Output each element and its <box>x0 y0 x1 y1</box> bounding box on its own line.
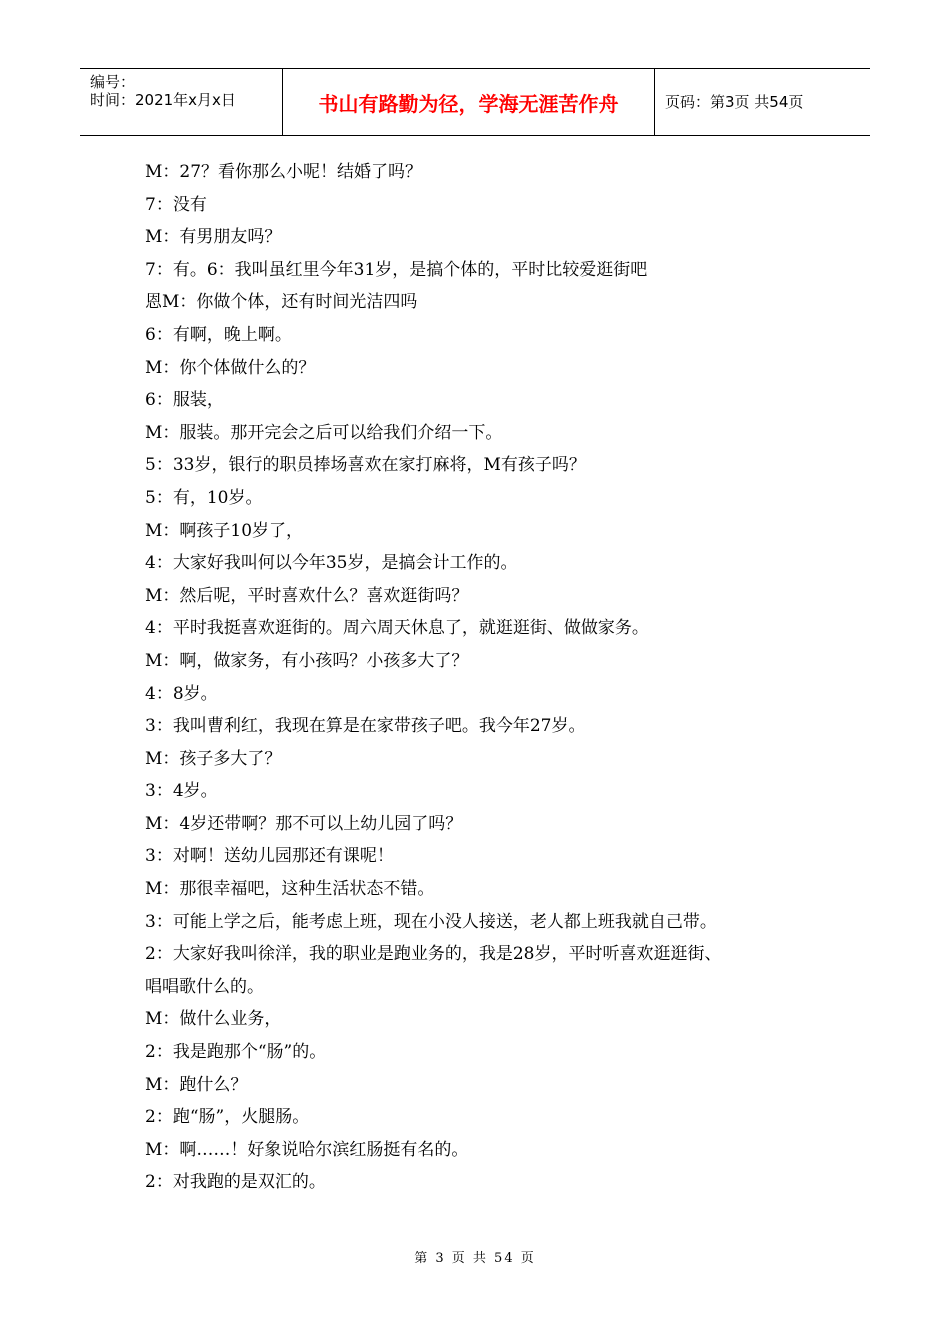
transcript-line: 6：有啊，晚上啊。 <box>145 324 292 345</box>
transcript-line: M：啊……！好象说哈尔滨红肠挺有名的。 <box>145 1139 469 1160</box>
transcript-line: 2：我是跑那个“肠”的。 <box>145 1042 327 1063</box>
header-motto: 书山有路勤为径，学海无涯苦作舟 <box>318 92 619 116</box>
transcript-line: M：跑什么？ <box>145 1074 248 1095</box>
transcript-line: 4：平时我挺喜欢逛街的。周六周天休息了，就逛逛街、做做家务。 <box>145 618 649 639</box>
transcript-line: 3：对啊！送幼儿园那还有课呢！ <box>145 846 394 867</box>
header-page-cell <box>655 69 870 135</box>
transcript-line: M：啊，做家务，有小孩吗？小孩多大了？ <box>145 650 469 671</box>
transcript-line: 7：有。6：我叫虽红里今年31岁，是搞个体的，平时比较爱逛街吧 <box>145 259 648 280</box>
transcript-line: 唱唱歌什么的。 <box>145 976 264 997</box>
transcript-line: M：4岁还带啊？那不可以上幼儿园了吗？ <box>145 813 463 834</box>
header-page-info: 页码：第3页 共54页 <box>665 93 804 111</box>
transcript-line: 2：大家好我叫徐洋，我的职业是跑业务的，我是28岁，平时听喜欢逛逛街、 <box>145 944 722 965</box>
transcript-line: M：有男朋友吗？ <box>145 227 282 248</box>
transcript-body <box>145 156 815 1199</box>
transcript-line: M：27？看你那么小呢！结婚了吗？ <box>145 162 423 182</box>
transcript-line: 5：有，10岁。 <box>145 487 263 508</box>
transcript-line: M：然后呢，平时喜欢什么？喜欢逛街吗？ <box>145 585 469 606</box>
transcript-line: M：孩子多大了？ <box>145 748 282 769</box>
transcript-line: M：做什么业务， <box>145 1009 282 1030</box>
transcript-line: 4：8岁。 <box>145 683 218 704</box>
transcript-line: 4：大家好我叫何以今年35岁，是搞会计工作的。 <box>145 553 518 574</box>
page-header <box>80 68 870 136</box>
transcript-line: 3：4岁。 <box>145 781 218 802</box>
transcript-line: M：你个体做什么的？ <box>145 357 316 378</box>
transcript-line: 7：没有 <box>145 194 207 215</box>
header-info-cell <box>80 69 283 135</box>
transcript-line: 6：服装， <box>145 390 224 411</box>
document-date-label: 时间：2021年x月x日 <box>90 91 236 109</box>
transcript-line: 3：可能上学之后，能考虑上班，现在小没人接送，老人都上班我就自己带。 <box>145 911 717 932</box>
transcript-line: 5：33岁，银行的职员捧场喜欢在家打麻将，M有孩子吗？ <box>145 455 586 476</box>
transcript-line: 恩M：你做个体，还有时间光洁四吗 <box>145 292 418 313</box>
transcript-line: M：啊孩子10岁了， <box>145 520 304 541</box>
header-motto-cell <box>283 69 655 135</box>
document-number-label: 编号： <box>90 73 136 91</box>
transcript-line: 2：跑“肠”，火腿肠。 <box>145 1107 310 1128</box>
transcript-line: M：那很幸福吧，这种生活状态不错。 <box>145 879 435 900</box>
page-footer: 第 3 页 共 54 页 <box>414 1251 536 1266</box>
transcript-line: M：服装。那开完会之后可以给我们介绍一下。 <box>145 422 503 443</box>
transcript-line: 3：我叫曹利红，我现在算是在家带孩子吧。我今年27岁。 <box>145 716 586 737</box>
transcript-line: 2：对我跑的是双汇的。 <box>145 1172 326 1193</box>
